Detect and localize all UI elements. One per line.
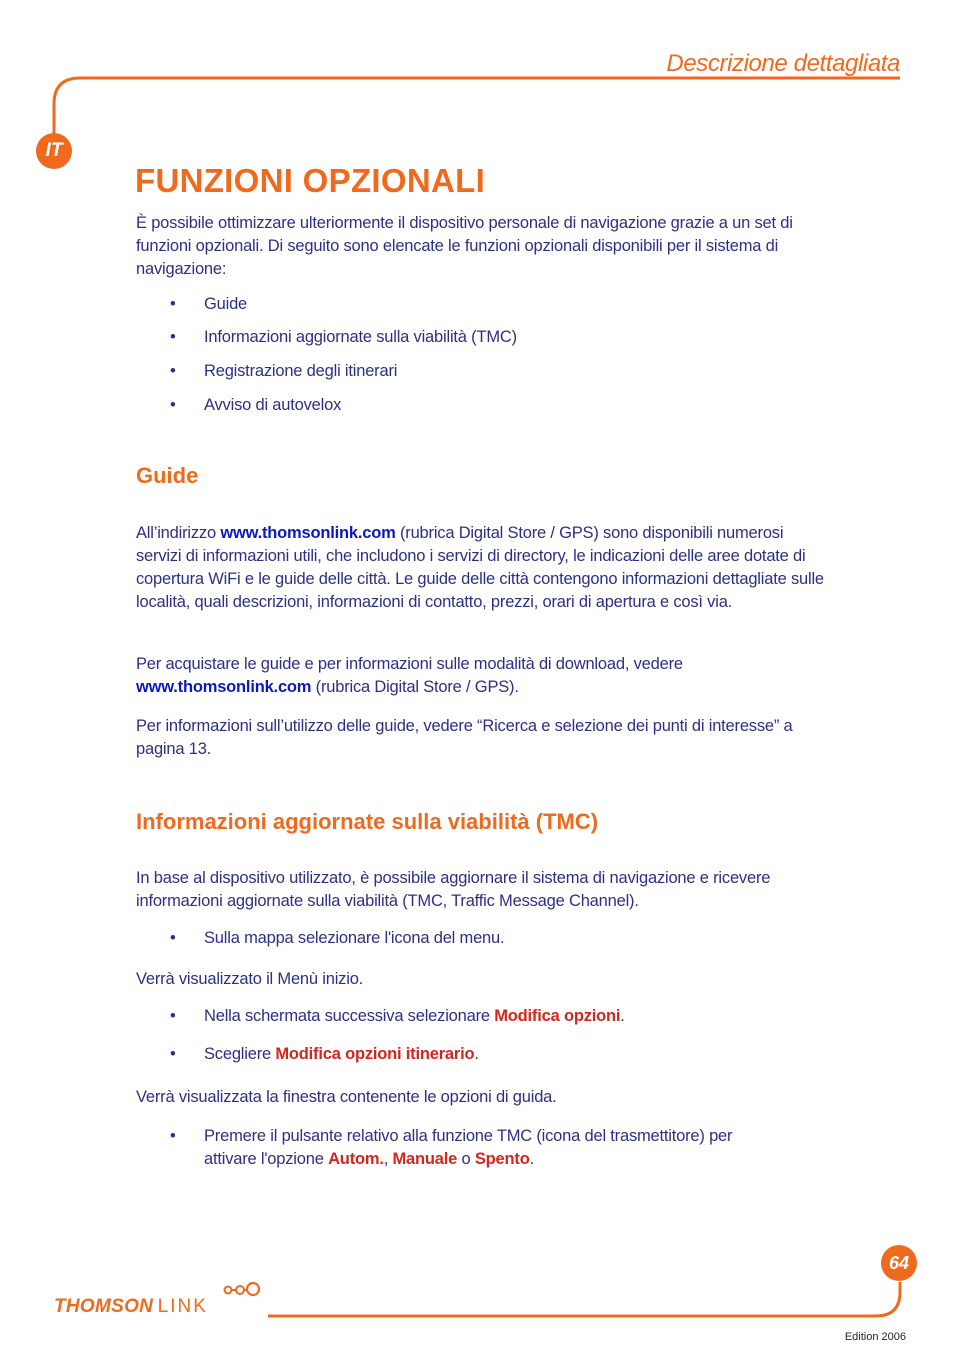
logo-link-text: LINK [157,1296,208,1317]
option-label: Modifica opzioni itinerario [275,1045,475,1063]
language-badge: IT [36,133,72,169]
header-title: Descrizione dettagliata [666,50,900,77]
thomson-link-logo [54,1296,208,1318]
option-label: Manuale [392,1150,458,1168]
step-text-part: Nella schermata successiva selezionare [204,1007,495,1025]
step-text-part: o [457,1150,475,1168]
step-text [204,1045,479,1064]
feature-label: Informazioni aggiornate sulla viabilità (TMC) [204,328,517,346]
guide-p1-text-rest: (rubrica Digital Store / GPS) sono disponibili numerosi servizi di informazioni utili, che includono i servizi di directory, le indicazioni delle aree dotate di copertura WiFi e le guide delle città. Le guide delle città contengono informazioni dettagliate sulle località, quali descrizioni, informazioni di contatto, prezzi, orari di apertura e così via. [136,524,824,611]
feature-label: Registrazione degli itinerari [204,362,398,380]
bullet-dot: • [170,929,176,947]
tmc-note: Verrà visualizzato il Menù inizio. [136,970,364,988]
guide-paragraph-1 [136,522,826,614]
bullet-dot: • [170,362,176,380]
logo-brand-text: THOMSON [54,1296,154,1317]
step-text [204,1125,784,1171]
logo-rings-icon [222,1281,264,1297]
bullet-dot: • [170,1127,176,1145]
guide-p2-text: Per acquistare le guide e per informazioni sulle modalità di download, vedere [136,655,683,673]
thomsonlink-link[interactable]: www.thomsonlink.com [136,678,312,696]
bullet-dot: • [170,1007,176,1025]
page-title: FUNZIONI OPZIONALI [135,162,486,199]
option-label: Autom. [328,1150,384,1168]
guide-p2-text-rest: (rubrica Digital Store / GPS). [311,678,519,696]
step-text-part: , [383,1150,393,1168]
bullet-dot: • [170,1045,176,1063]
thomsonlink-link[interactable]: www.thomsonlink.com [220,524,396,542]
feature-label: Guide [204,295,248,313]
step-text [204,1007,625,1026]
option-label: Spento [474,1150,530,1168]
bullet-dot: • [170,396,176,414]
guide-paragraph-2 [136,653,826,699]
step-text-part: Premere il pulsante relativo alla funzione TMC (icona del trasmettitore) per attivare l'opzione [204,1127,733,1168]
tmc-heading: Informazioni aggiornate sulla viabilità (TMC) [136,809,599,834]
intro-paragraph: È possibile ottimizzare ulteriormente il dispositivo personale di navigazione grazie a un set di funzioni opzionali. Di seguito sono elencate le funzioni opzionali disponibili per il sistema di navigazione: [136,214,793,278]
step-text: Sulla mappa selezionare l'icona del menu. [204,929,505,947]
bullet-dot: • [170,295,176,313]
step-text-part: . [529,1150,534,1168]
guide-p1-text: All’indirizzo [136,524,221,542]
page-number-badge: 64 [881,1245,917,1281]
bullet-dot: • [170,328,176,346]
guide-heading: Guide [136,463,199,488]
guide-paragraph-3: Per informazioni sull’utilizzo delle guide, vedere “Ricerca e selezione dei punti di interesse” a pagina 13. [136,717,793,758]
option-label: Modifica opzioni [494,1007,621,1025]
step-text-part: . [474,1045,479,1063]
edition-label: Edition 2006 [844,1331,906,1343]
step-text-part: . [620,1007,625,1025]
step-text-part: Scegliere [204,1045,276,1063]
tmc-note: Verrà visualizzata la finestra contenente le opzioni di guida. [136,1088,557,1106]
feature-label: Avviso di autovelox [204,396,342,414]
tmc-paragraph: In base al dispositivo utilizzato, è possibile aggiornare il sistema di navigazione e ricevere informazioni aggiornate sulla viabilità (TMC, Traffic Message Channel). [136,869,771,910]
